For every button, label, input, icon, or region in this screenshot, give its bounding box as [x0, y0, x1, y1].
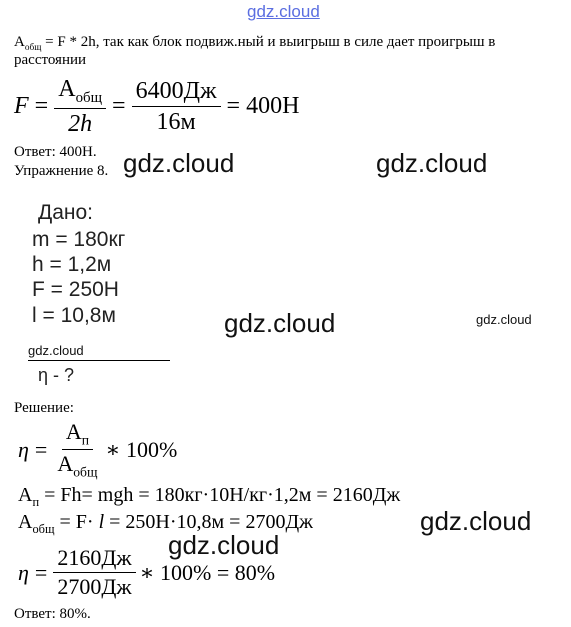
formula-force-lhs: F: [14, 93, 29, 120]
total-work-symbol: A: [57, 451, 74, 477]
fraction-result: [53, 546, 135, 599]
frac-num-value: 6400Дж: [132, 78, 221, 107]
calc-a-symbol: A: [18, 511, 33, 533]
frac-num-subscript: общ: [75, 89, 103, 106]
intro-a-subscript: общ: [24, 43, 42, 53]
frac-num-symbol: A: [58, 76, 76, 102]
formula-eta: η: [18, 559, 29, 585]
answer-2: Ответ: 80%.: [14, 606, 91, 622]
equals-sign: =: [112, 93, 126, 120]
result-numerator: 2160Дж: [53, 546, 135, 573]
frac-den: 2h: [68, 111, 93, 138]
find-line: η - ?: [38, 365, 75, 385]
intro-line-2: расстоянии: [14, 52, 87, 68]
fraction-numeric: [132, 78, 221, 136]
formula-efficiency: [18, 420, 177, 480]
watermark: gdz.cloud: [224, 308, 336, 338]
intro-line: [14, 34, 495, 53]
formula-force-result: 400Н: [246, 93, 300, 120]
intro-text: = F * 2h, так как блок подвиж.ный и выигрыш в силе дает проигрыш в: [41, 34, 496, 50]
watermark: gdz.cloud: [420, 506, 532, 536]
formula-eta: η: [18, 436, 29, 462]
watermark: gdz.cloud: [476, 312, 532, 327]
given-line: m = 180кг: [32, 228, 126, 251]
equals-sign: =: [34, 559, 48, 585]
calc-text: = Fh= mgh = 180кг·10Н/кг·1,2м = 2160Дж: [39, 484, 401, 506]
watermark: gdz.cloud: [28, 343, 84, 358]
calc-text: = F·: [54, 511, 99, 533]
equals-sign: =: [226, 93, 241, 120]
result-denominator: 2700Дж: [57, 574, 132, 600]
frac-den-value: 16м: [156, 109, 196, 136]
given-line: h = 1,2м: [32, 253, 112, 276]
watermark: gdz.cloud: [376, 148, 488, 178]
given-line: F = 250Н: [32, 278, 119, 301]
total-work-subscript: общ: [73, 464, 98, 480]
exercise-heading: Упражнение 8.: [14, 163, 109, 179]
watermark: gdz.cloud: [123, 148, 235, 178]
solution-label: Решение:: [14, 400, 74, 416]
formula-result: [18, 546, 275, 599]
given-divider: [28, 360, 170, 361]
equals-sign: =: [34, 436, 48, 462]
fraction-work-over-2h: [54, 76, 106, 138]
equals-sign: =: [34, 93, 49, 120]
watermark: gdz.cloud: [168, 530, 280, 560]
calc-a-subscript: общ: [32, 522, 55, 536]
top-watermark[interactable]: gdz.cloud: [247, 2, 320, 21]
given-line: l = 10,8м: [32, 304, 116, 327]
useful-work-subscript: п: [81, 432, 89, 448]
calc-a-symbol: A: [18, 484, 33, 506]
formula-tail: ∗ 100%: [105, 436, 178, 462]
formula-tail: ∗ 100% = 80%: [139, 559, 276, 585]
formula-force: [14, 76, 299, 138]
length-symbol: l: [98, 511, 105, 533]
answer-1: Ответ: 400Н.: [14, 144, 97, 160]
fraction-useful-over-total: [53, 420, 101, 480]
intro-a-symbol: A: [14, 34, 25, 50]
calc-useful-work: [18, 484, 400, 510]
calc-a-subscript: п: [32, 495, 40, 509]
useful-work-symbol: A: [65, 419, 82, 444]
given-title: Дано:: [38, 201, 94, 224]
calc-text: = 250Н·10,8м = 2700Дж: [104, 511, 313, 533]
